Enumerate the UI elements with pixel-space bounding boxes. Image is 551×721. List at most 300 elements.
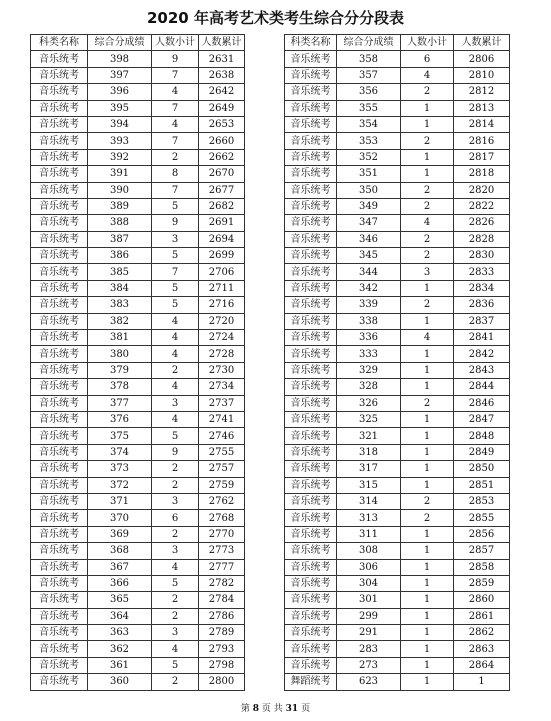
cell-count: 2 [152,526,199,542]
cell-subject: 音乐统考 [31,149,88,165]
cell-cumulative: 2662 [199,149,245,165]
cell-score: 328 [337,379,401,395]
cell-count: 1 [401,362,454,378]
cell-score: 356 [337,84,401,100]
cell-count: 6 [401,51,454,67]
cell-subject: 音乐统考 [285,198,337,214]
cell-count: 2 [401,133,454,149]
table-row [31,100,245,116]
cell-subject: 音乐统考 [285,100,337,116]
cell-count: 2 [401,84,454,100]
page-title: 2020 年高考艺术类考生综合分分段表 [147,9,404,27]
cell-count: 1 [401,444,454,460]
cell-subject: 音乐统考 [31,625,88,641]
table-row [285,346,510,362]
table-row [285,182,510,198]
table-row [31,84,245,100]
cell-cumulative: 2720 [199,313,245,329]
table-row [285,51,510,67]
cell-score: 385 [88,264,152,280]
cell-score: 375 [88,428,152,444]
table-row [31,493,245,509]
cell-count: 9 [152,215,199,231]
cell-score: 382 [88,313,152,329]
cell-cumulative: 2857 [454,543,510,559]
cell-cumulative: 2800 [199,674,245,690]
cell-score: 313 [337,510,401,526]
cell-subject: 音乐统考 [31,428,88,444]
cell-subject: 音乐统考 [31,166,88,182]
cell-cumulative: 2770 [199,526,245,542]
cell-score: 397 [88,67,152,83]
cell-count: 1 [401,657,454,673]
cell-count: 2 [401,510,454,526]
cell-count: 9 [152,51,199,67]
cell-subject: 音乐统考 [285,444,337,460]
cell-cumulative: 2724 [199,330,245,346]
cell-count: 1 [401,166,454,182]
table-row [285,330,510,346]
table-row [285,625,510,641]
cell-count: 1 [401,526,454,542]
cell-count: 7 [152,100,199,116]
cell-score: 365 [88,592,152,608]
cell-subject: 音乐统考 [285,182,337,198]
header-subject: 科类名称 [31,35,88,51]
table-row [285,444,510,460]
cell-subject: 音乐统考 [31,84,88,100]
cell-subject: 音乐统考 [285,575,337,591]
table-row [285,592,510,608]
table-row [31,166,245,182]
table-row [285,428,510,444]
cell-count: 3 [401,264,454,280]
cell-score: 353 [337,133,401,149]
cell-subject: 音乐统考 [31,346,88,362]
cell-subject: 音乐统考 [285,330,337,346]
cell-count: 4 [152,330,199,346]
cell-cumulative: 2818 [454,166,510,182]
cell-count: 8 [152,166,199,182]
cell-score: 351 [337,166,401,182]
cell-subject: 音乐统考 [285,461,337,477]
cell-cumulative: 2862 [454,625,510,641]
cell-cumulative: 2858 [454,559,510,575]
cell-subject: 舞蹈统考 [285,674,337,690]
cell-cumulative: 2859 [454,575,510,591]
cell-score: 354 [337,116,401,132]
cell-cumulative: 1 [454,674,510,690]
cell-subject: 音乐统考 [285,608,337,624]
footer-page-number: 8 [252,704,260,714]
cell-cumulative: 2860 [454,592,510,608]
table-row [31,362,245,378]
cell-count: 5 [152,280,199,296]
cell-cumulative: 2737 [199,395,245,411]
cell-subject: 音乐统考 [285,625,337,641]
cell-cumulative: 2782 [199,575,245,591]
cell-score: 392 [88,149,152,165]
cell-cumulative: 2660 [199,133,245,149]
cell-subject: 音乐统考 [31,133,88,149]
table-header-row [285,35,510,51]
cell-subject: 音乐统考 [31,330,88,346]
table-row [285,608,510,624]
cell-count: 4 [401,215,454,231]
cell-subject: 音乐统考 [31,674,88,690]
table-row [285,674,510,690]
table-row [31,215,245,231]
table-row [285,198,510,214]
table-row [285,526,510,542]
cell-score: 357 [337,67,401,83]
cell-score: 389 [88,198,152,214]
cell-count: 1 [401,411,454,427]
cell-score: 361 [88,657,152,673]
cell-cumulative: 2694 [199,231,245,247]
cell-subject: 音乐统考 [31,493,88,509]
cell-score: 346 [337,231,401,247]
cell-score: 326 [337,395,401,411]
table-row [285,411,510,427]
cell-score: 339 [337,297,401,313]
cell-cumulative: 2822 [454,198,510,214]
table-row [31,346,245,362]
cell-cumulative: 2638 [199,67,245,83]
cell-count: 4 [152,346,199,362]
header-cumulative: 人数累计 [199,35,245,51]
cell-count: 4 [152,641,199,657]
cell-count: 1 [401,674,454,690]
table-row [31,297,245,313]
cell-cumulative: 2844 [454,379,510,395]
cell-subject: 音乐统考 [31,231,88,247]
cell-cumulative: 2762 [199,493,245,509]
cell-subject: 音乐统考 [285,231,337,247]
cell-cumulative: 2864 [454,657,510,673]
cell-subject: 音乐统考 [285,379,337,395]
footer-suffix: 页 [301,704,311,714]
footer-total-pages: 31 [285,704,299,714]
cell-score: 362 [88,641,152,657]
cell-score: 383 [88,297,152,313]
cell-score: 338 [337,313,401,329]
cell-score: 376 [88,411,152,427]
cell-cumulative: 2711 [199,280,245,296]
cell-cumulative: 2716 [199,297,245,313]
cell-count: 4 [152,411,199,427]
cell-score: 381 [88,330,152,346]
cell-score: 377 [88,395,152,411]
cell-cumulative: 2677 [199,182,245,198]
table-row [285,543,510,559]
cell-score: 350 [337,182,401,198]
cell-cumulative: 2820 [454,182,510,198]
cell-count: 1 [401,149,454,165]
cell-cumulative: 2777 [199,559,245,575]
cell-subject: 音乐统考 [285,543,337,559]
cell-subject: 音乐统考 [285,395,337,411]
cell-subject: 音乐统考 [285,362,337,378]
cell-cumulative: 2746 [199,428,245,444]
cell-score: 321 [337,428,401,444]
cell-score: 386 [88,248,152,264]
cell-count: 1 [401,346,454,362]
score-table-left [30,34,245,691]
cell-score: 347 [337,215,401,231]
table-row [31,641,245,657]
cell-subject: 音乐统考 [31,526,88,542]
cell-cumulative: 2810 [454,67,510,83]
cell-cumulative: 2691 [199,215,245,231]
cell-count: 5 [152,248,199,264]
cell-score: 363 [88,625,152,641]
cell-cumulative: 2846 [454,395,510,411]
table-row [31,133,245,149]
table-row [31,411,245,427]
cell-subject: 音乐统考 [31,592,88,608]
table-row [31,592,245,608]
cell-cumulative: 2856 [454,526,510,542]
table-row [285,575,510,591]
cell-score: 352 [337,149,401,165]
table-row [285,215,510,231]
cell-subject: 音乐统考 [31,395,88,411]
cell-cumulative: 2849 [454,444,510,460]
cell-count: 1 [401,379,454,395]
cell-count: 5 [152,428,199,444]
cell-subject: 音乐统考 [285,641,337,657]
cell-score: 395 [88,100,152,116]
cell-cumulative: 2853 [454,493,510,509]
cell-count: 1 [401,641,454,657]
cell-subject: 音乐统考 [31,116,88,132]
cell-subject: 音乐统考 [285,149,337,165]
cell-subject: 音乐统考 [31,51,88,67]
cell-cumulative: 2631 [199,51,245,67]
cell-subject: 音乐统考 [285,592,337,608]
cell-score: 623 [337,674,401,690]
cell-score: 368 [88,543,152,559]
cell-subject: 音乐统考 [31,100,88,116]
cell-count: 2 [152,674,199,690]
table-row [285,231,510,247]
cell-subject: 音乐统考 [285,313,337,329]
cell-count: 1 [401,559,454,575]
table-row [285,67,510,83]
cell-count: 4 [152,84,199,100]
cell-count: 1 [401,592,454,608]
cell-cumulative: 2834 [454,280,510,296]
table-row [31,428,245,444]
cell-count: 2 [401,182,454,198]
cell-score: 314 [337,493,401,509]
cell-score: 366 [88,575,152,591]
cell-count: 1 [401,625,454,641]
cell-count: 6 [152,510,199,526]
cell-count: 4 [401,67,454,83]
cell-score: 360 [88,674,152,690]
table-row [31,608,245,624]
cell-subject: 音乐统考 [285,116,337,132]
cell-cumulative: 2653 [199,116,245,132]
cell-subject: 音乐统考 [31,608,88,624]
cell-cumulative: 2699 [199,248,245,264]
table-row [285,559,510,575]
cell-subject: 音乐统考 [285,133,337,149]
cell-count: 9 [152,444,199,460]
cell-score: 349 [337,198,401,214]
cell-count: 2 [401,493,454,509]
table-header-row [31,35,245,51]
cell-cumulative: 2843 [454,362,510,378]
cell-count: 7 [152,67,199,83]
cell-subject: 音乐统考 [31,641,88,657]
cell-count: 1 [401,313,454,329]
table-row [31,461,245,477]
table-row [285,133,510,149]
cell-cumulative: 2817 [454,149,510,165]
cell-score: 336 [337,330,401,346]
cell-score: 394 [88,116,152,132]
table-row [285,362,510,378]
cell-count: 4 [152,313,199,329]
cell-count: 1 [401,461,454,477]
cell-score: 344 [337,264,401,280]
table-row [285,149,510,165]
cell-score: 378 [88,379,152,395]
cell-subject: 音乐统考 [285,346,337,362]
cell-count: 1 [401,100,454,116]
cell-count: 5 [152,297,199,313]
cell-subject: 音乐统考 [31,215,88,231]
cell-score: 273 [337,657,401,673]
cell-cumulative: 2833 [454,264,510,280]
cell-score: 367 [88,559,152,575]
cell-subject: 音乐统考 [285,411,337,427]
table-row [31,395,245,411]
cell-subject: 音乐统考 [31,198,88,214]
cell-subject: 音乐统考 [31,477,88,493]
cell-cumulative: 2786 [199,608,245,624]
cell-subject: 音乐统考 [31,67,88,83]
cell-score: 304 [337,575,401,591]
cell-score: 358 [337,51,401,67]
cell-count: 2 [401,248,454,264]
cell-cumulative: 2851 [454,477,510,493]
cell-score: 384 [88,280,152,296]
cell-count: 2 [152,477,199,493]
cell-count: 3 [152,493,199,509]
table-row [31,231,245,247]
table-row [31,444,245,460]
table-row [285,248,510,264]
cell-score: 369 [88,526,152,542]
cell-subject: 音乐统考 [31,264,88,280]
cell-cumulative: 2798 [199,657,245,673]
cell-score: 398 [88,51,152,67]
cell-subject: 音乐统考 [31,280,88,296]
cell-count: 1 [401,608,454,624]
cell-subject: 音乐统考 [285,84,337,100]
cell-count: 1 [401,575,454,591]
cell-cumulative: 2861 [454,608,510,624]
cell-cumulative: 2837 [454,313,510,329]
cell-cumulative: 2828 [454,231,510,247]
table-row [31,543,245,559]
cell-score: 393 [88,133,152,149]
cell-cumulative: 2863 [454,641,510,657]
table-row [31,264,245,280]
cell-count: 2 [152,149,199,165]
table-row [285,379,510,395]
table-row [285,510,510,526]
cell-subject: 音乐统考 [31,313,88,329]
table-row [31,248,245,264]
table-row [31,510,245,526]
cell-subject: 音乐统考 [285,51,337,67]
cell-score: 372 [88,477,152,493]
cell-score: 283 [337,641,401,657]
cell-score: 308 [337,543,401,559]
cell-count: 2 [152,362,199,378]
cell-count: 4 [401,330,454,346]
cell-cumulative: 2806 [454,51,510,67]
cell-subject: 音乐统考 [285,280,337,296]
cell-subject: 音乐统考 [31,444,88,460]
table-row [285,493,510,509]
cell-score: 396 [88,84,152,100]
cell-count: 1 [401,428,454,444]
cell-count: 2 [152,592,199,608]
cell-score: 373 [88,461,152,477]
cell-subject: 音乐统考 [31,559,88,575]
cell-score: 315 [337,477,401,493]
cell-subject: 音乐统考 [285,526,337,542]
cell-subject: 音乐统考 [31,461,88,477]
cell-score: 329 [337,362,401,378]
cell-cumulative: 2759 [199,477,245,493]
cell-cumulative: 2847 [454,411,510,427]
cell-subject: 音乐统考 [285,297,337,313]
header-score: 综合分成绩 [337,35,401,51]
table-row [31,477,245,493]
table-row [31,149,245,165]
cell-score: 301 [337,592,401,608]
cell-cumulative: 2855 [454,510,510,526]
cell-count: 7 [152,133,199,149]
cell-cumulative: 2789 [199,625,245,641]
cell-cumulative: 2768 [199,510,245,526]
cell-cumulative: 2841 [454,330,510,346]
cell-count: 1 [401,477,454,493]
table-row [31,198,245,214]
cell-subject: 音乐统考 [285,248,337,264]
cell-count: 3 [152,543,199,559]
table-row [31,526,245,542]
cell-subject: 音乐统考 [31,543,88,559]
cell-cumulative: 2813 [454,100,510,116]
cell-cumulative: 2816 [454,133,510,149]
cell-score: 311 [337,526,401,542]
cell-cumulative: 2850 [454,461,510,477]
table-row [31,575,245,591]
cell-count: 4 [152,379,199,395]
table-row [285,657,510,673]
table-row [31,313,245,329]
cell-cumulative: 2649 [199,100,245,116]
table-row [31,182,245,198]
